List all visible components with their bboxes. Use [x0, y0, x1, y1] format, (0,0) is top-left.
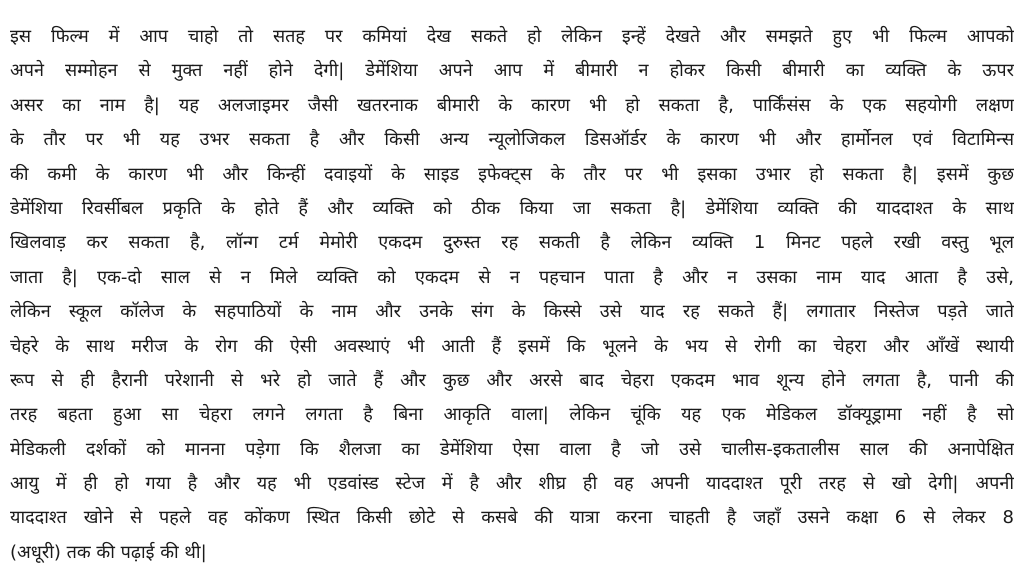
- text-line-7: खिलवाड़ कर सकता है, लॉन्ग टर्म मेमोरी एकदम दुरुस्त रह सकती है लेकिन व्यक्ति 1 मिनट पहले रखी वस्तु भूल: [10, 232, 1014, 254]
- document-body: [10, 20, 1014, 570]
- text-line-2: अपने सम्मोहन से मुक्त नहीं होने देगी| डेमेंशिया अपने आप में बीमारी न होकर किसी बीमारी का व्यक्ति के ऊपर: [10, 60, 1014, 82]
- text-line-11: रूप से ही हैरानी परेशानी से भरे हो जाते हैं और कुछ और अरसे बाद चेहरा एकदम भाव शून्य होने लगता है, पानी की: [10, 369, 1014, 391]
- text-line-3: असर का नाम है| यह अलजाइमर जैसी खतरनाक बीमारी के कारण भी हो सकता है, पार्किंसंस के एक सहयोगी लक्षण: [10, 94, 1014, 116]
- text-line-10: चेहरे के साथ मरीज के रोग की ऐसी अवस्थाएं भी आती हैं इसमें कि भूलने के भय से रोगी का चेहरा और आँखें स्थायी: [10, 335, 1014, 357]
- text-line-4: के तौर पर भी यह उभर सकता है और किसी अन्य न्यूलोजिकल डिसऑर्डर के कारण भी और हार्मोनल एवं विटामिन्स: [10, 129, 1014, 151]
- text-line-8: जाता है| एक-दो साल से न मिले व्यक्ति को एकदम से न पहचान पाता है और न उसका नाम याद आता है उसे,: [10, 266, 1014, 288]
- text-line-9: लेकिन स्कूल कॉलेज के सहपाठियों के नाम और उनके संग के किस्से उसे याद रह सकते हैं| लगातार निस्तेज पड़ते जाते: [10, 301, 1014, 323]
- text-line-14: आयु में ही हो गया है और यह भी एडवांस्ड स्टेज में है और शीघ्र ही वह अपनी याददाश्त पूरी तरह से खो देगी| अपनी: [10, 473, 1014, 495]
- text-line-1: इस फिल्म में आप चाहो तो सतह पर कमियां देख सकते हो लेकिन इन्हें देखते और समझते हुए भी फिल्म आपको: [10, 26, 1014, 47]
- text-line-16: (अधूरी) तक की पढ़ाई की थी|: [10, 541, 207, 563]
- text-line-5: की कमी के कारण भी और किन्हीं दवाइयों के साइड इफेक्ट्स के तौर पर भी इसका उभार हो सकता है| इसमें कुछ: [10, 163, 1014, 185]
- text-line-13: मेडिकली दर्शकों को मानना पड़ेगा कि शैलजा का डेमेंशिया ऐसा वाला है जो उसे चालीस-इकतालीस साल की अनापेक्षित: [10, 438, 1014, 460]
- text-line-15: याददाश्त खोने से पहले वह कोंकण स्थित किसी छोटे से कसबे की यात्रा करना चाहती है जहाँ उसने कक्षा 6 से लेकर 8: [10, 507, 1014, 529]
- text-line-12: तरह बहता हुआ सा चेहरा लगने लगता है बिना आकृति वाला| लेकिन चूंकि यह एक मेडिकल डॉक्यूड्रामा नहीं है सो: [10, 404, 1014, 426]
- text-line-6: डेमेंशिया रिवर्सीबल प्रकृति के होते हैं और व्यक्ति को ठीक किया जा सकता है| डेमेंशिया व्यक्ति की याददाश्त के साथ: [10, 197, 1014, 219]
